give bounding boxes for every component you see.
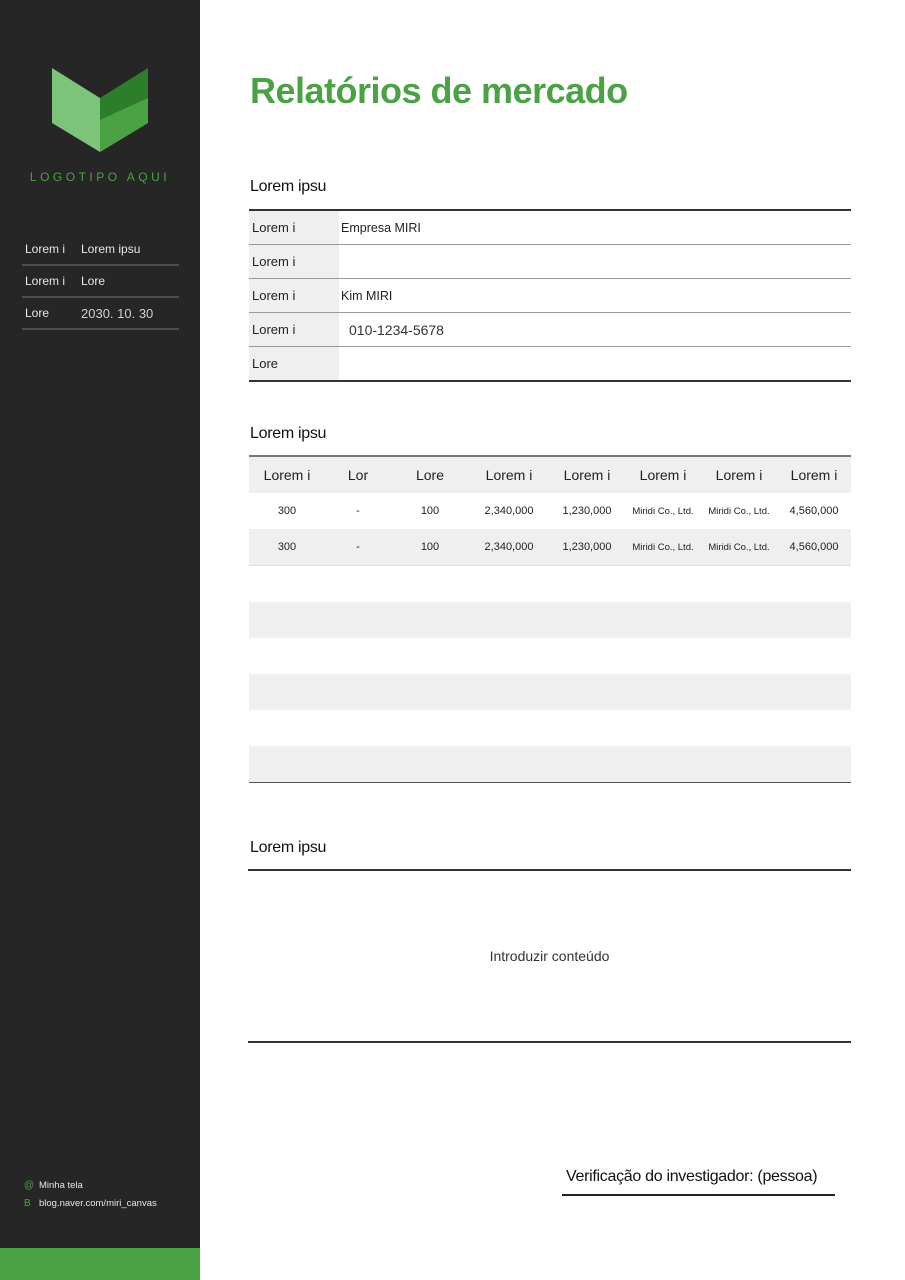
footer-link-blog[interactable] [24,1194,157,1212]
content-area[interactable] [248,869,851,1043]
sidebar-info-label: Lorem i [25,242,66,256]
column-header: Lorem i [777,456,851,493]
table-row [249,529,851,566]
info-value-phone[interactable]: 010-1234-5678 [339,313,851,347]
logo-icon [52,68,150,154]
table-cell: Miridi Co., Ltd. [701,529,777,566]
sidebar-info-value: Lorem ipsu [81,242,141,256]
table-cell: 2,340,000 [469,529,549,566]
info-row [249,279,851,313]
info-row [249,210,851,245]
info-label: Lorem i [249,313,339,347]
info-row [249,245,851,279]
footer-link-minha-tela[interactable] [24,1176,157,1194]
info-label: Lorem i [249,245,339,279]
table-row [249,493,851,529]
table-cell: 4,560,000 [789,505,839,517]
section-title: Lorem ipsu [250,425,327,442]
info-label: Lorem i [249,279,339,313]
sidebar-footer [24,1176,157,1212]
sidebar-info-row [22,266,179,298]
data-table [249,455,851,783]
column-header: Lorem i [469,456,549,493]
table-row-empty [249,602,851,638]
sidebar-info-date: 2030. 10. 30 [81,305,154,321]
column-header: Lor [325,456,391,493]
footer-link-text: Minha tela [39,1179,83,1191]
info-row [249,347,851,382]
table-row-empty [249,710,851,746]
sidebar-info-value: Lore [81,274,106,288]
logo-text: LOGOTIPO AQUI [29,170,171,184]
sidebar-accent-bar [0,1248,200,1280]
sidebar-info-label: Lore [25,306,50,320]
table-cell: 1,230,000 [549,529,625,566]
sidebar-info-row [22,234,179,266]
footer-link-text: blog.naver.com/miri_canvas [39,1197,157,1209]
table-cell: 100 [391,529,469,566]
table-row-empty [249,674,851,710]
column-header: Lorem i [701,456,777,493]
info-table [249,209,851,382]
table-cell: - [325,529,391,566]
column-header: Lorem i [249,456,325,493]
table-cell: 100 [420,505,440,517]
column-header: Lorem i [549,456,625,493]
info-label: Lorem i [249,210,339,245]
column-header: Lore [391,456,469,493]
table-cell: - [356,505,360,517]
section-title: Lorem ipsu [250,178,327,195]
sidebar-info-row [22,298,179,330]
info-value[interactable]: Empresa MIRI [339,210,851,245]
table-cell: 1,230,000 [562,505,612,517]
table-cell: 300 [277,505,297,517]
table-cell: 2,340,000 [484,505,534,517]
table-cell: Miridi Co., Ltd. [708,505,770,517]
at-icon: @ [24,1179,35,1191]
blog-icon: B [24,1197,31,1209]
info-label: Lore [249,347,339,382]
sidebar-info-label: Lorem i [25,274,66,288]
table-cell: 4,560,000 [777,529,851,566]
info-value[interactable]: Kim MIRI [339,279,851,313]
column-header: Lorem i [625,456,701,493]
sidebar-info [22,234,179,330]
table-row-empty [249,638,851,674]
content-placeholder: Introduzir conteúdo [489,948,610,964]
table-cell: Miridi Co., Ltd. [632,505,694,517]
table-row-empty [249,746,851,783]
table-cell: 300 [249,529,325,566]
table-row-empty [249,566,851,603]
table-header-row [249,456,851,493]
sidebar [0,0,200,1280]
info-row [249,313,851,347]
investigator-signature: Verificação do investigador: (pessoa) [562,1168,835,1196]
section-title: Lorem ipsu [250,839,327,856]
info-value[interactable] [339,245,851,279]
info-value[interactable] [339,347,851,382]
page-title: Relatórios de mercado [250,70,628,111]
table-cell: Miridi Co., Ltd. [625,529,701,566]
